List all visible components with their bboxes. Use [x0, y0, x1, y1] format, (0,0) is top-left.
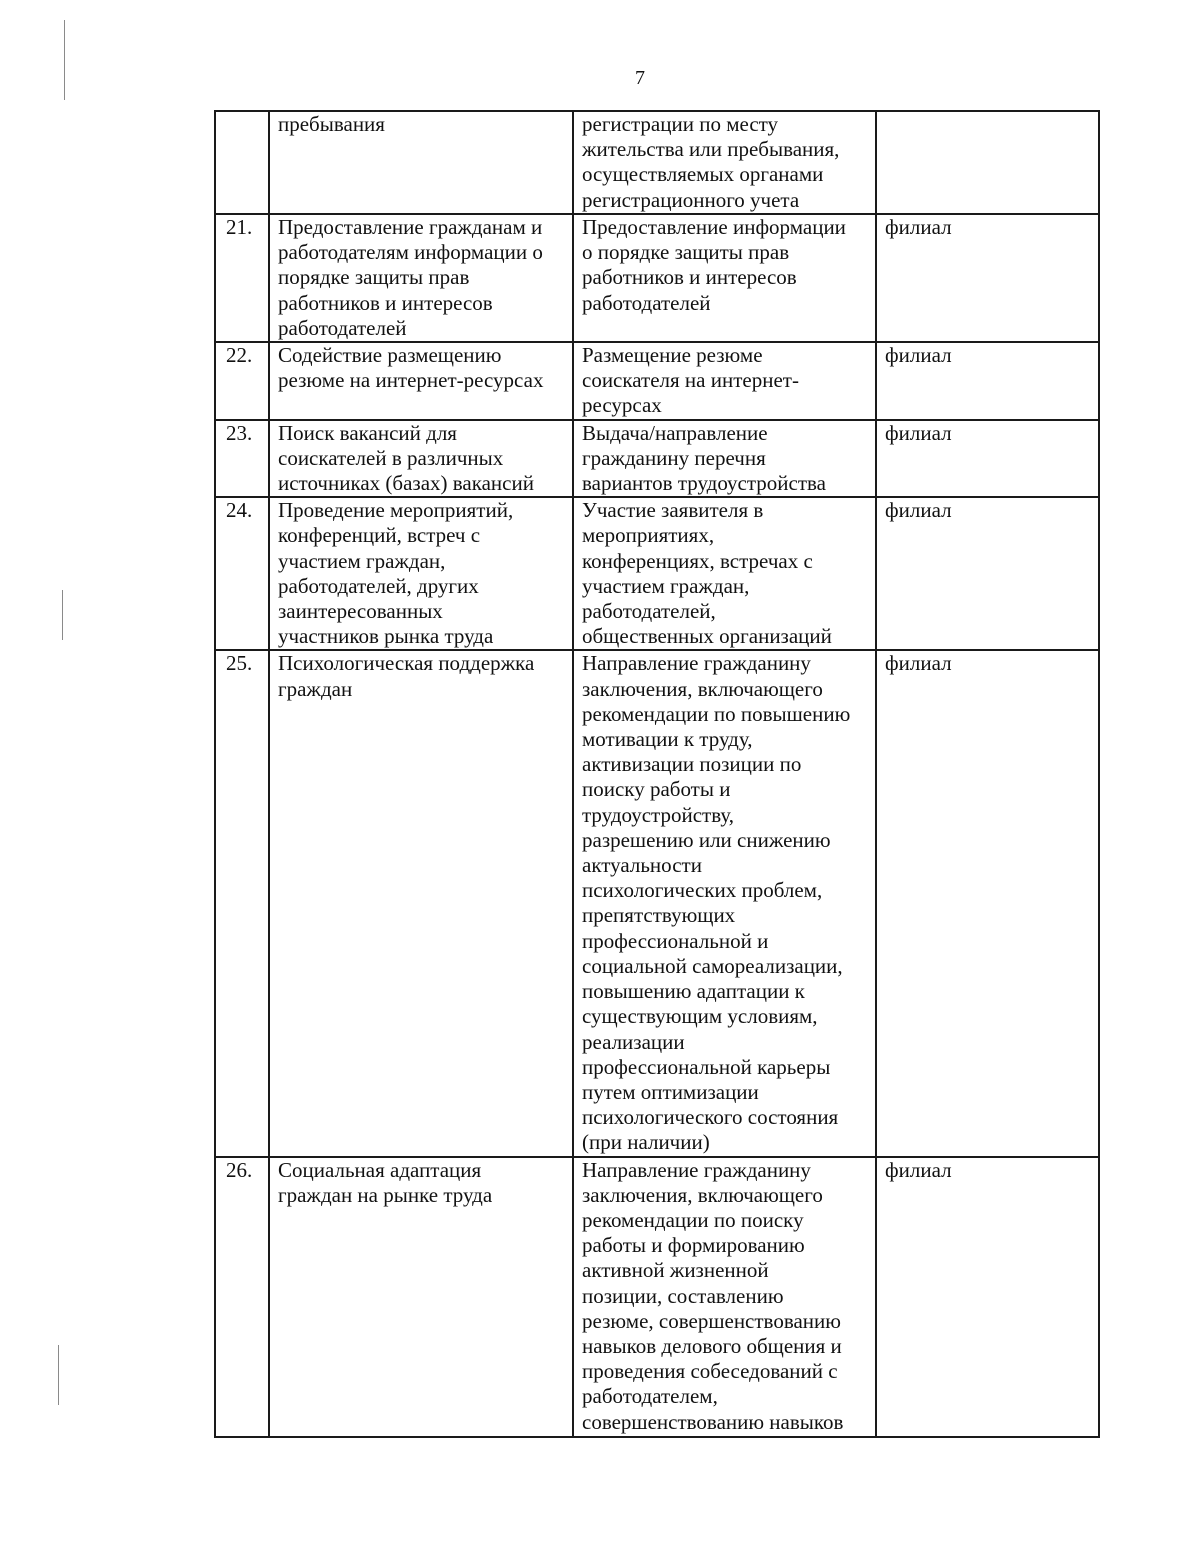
service-name: Проведение мероприятий, конференций, встреч с участием граждан, работодателей, других заинтересованных участников рынка труда [269, 497, 573, 650]
row-number: 23. [215, 420, 269, 498]
page-number: 7 [635, 67, 645, 89]
service-result: Размещение резюме соискателя на интернет- ресурсах [573, 342, 876, 420]
row-number: 24. [215, 497, 269, 650]
scan-artifact-line [58, 1345, 59, 1405]
service-result: регистрации по месту жительства или пребывания, осуществляемых органами регистрационного учета [573, 111, 876, 214]
service-executor [876, 111, 1099, 214]
table-row [215, 650, 1099, 1156]
service-name: Поиск вакансий для соискателей в различных источниках (базах) вакансий [269, 420, 573, 498]
row-number: 26. [215, 1157, 269, 1437]
service-executor: филиал [876, 1157, 1099, 1437]
service-result: Направление гражданину заключения, включающего рекомендации по повышению мотивации к труду, активизации позиции по поиску работы и трудоустройству, разрешению или снижению актуальности психологических проблем, препятствующих профессиональной и социальной самореализации, повышению адаптации к существующим условиям, реализации профессиональной карьеры путем оптимизации психологического состояния (при наличии) [573, 650, 876, 1156]
service-executor: филиал [876, 420, 1099, 498]
service-executor: филиал [876, 214, 1099, 342]
service-name: пребывания [269, 111, 573, 214]
service-result: Выдача/направление гражданину перечня вариантов трудоустройства [573, 420, 876, 498]
row-number: 21. [215, 214, 269, 342]
service-result: Направление гражданину заключения, включающего рекомендации по поиску работы и формированию активной жизненной позиции, составлению резюме, совершенствованию навыков делового общения и проведения собеседований с работодателем, совершенствованию навыков [573, 1157, 876, 1437]
service-name: Социальная адаптация граждан на рынке труда [269, 1157, 573, 1437]
table-row [215, 1157, 1099, 1437]
service-name: Психологическая поддержка граждан [269, 650, 573, 1156]
service-name: Содействие размещению резюме на интернет-ресурсах [269, 342, 573, 420]
table-row [215, 420, 1099, 498]
table-row [215, 497, 1099, 650]
scan-artifact-line [62, 590, 63, 640]
table-row [215, 111, 1099, 214]
table-row [215, 342, 1099, 420]
service-executor: филиал [876, 342, 1099, 420]
row-number: 25. [215, 650, 269, 1156]
service-result: Предоставление информации о порядке защиты прав работников и интересов работодателей [573, 214, 876, 342]
table-row [215, 214, 1099, 342]
services-table [214, 110, 1100, 1438]
row-number [215, 111, 269, 214]
service-name: Предоставление гражданам и работодателям информации о порядке защиты прав работников и интересов работодателей [269, 214, 573, 342]
row-number: 22. [215, 342, 269, 420]
service-executor: филиал [876, 497, 1099, 650]
service-result: Участие заявителя в мероприятиях, конференциях, встречах с участием граждан, работодателей, общественных организаций [573, 497, 876, 650]
service-executor: филиал [876, 650, 1099, 1156]
